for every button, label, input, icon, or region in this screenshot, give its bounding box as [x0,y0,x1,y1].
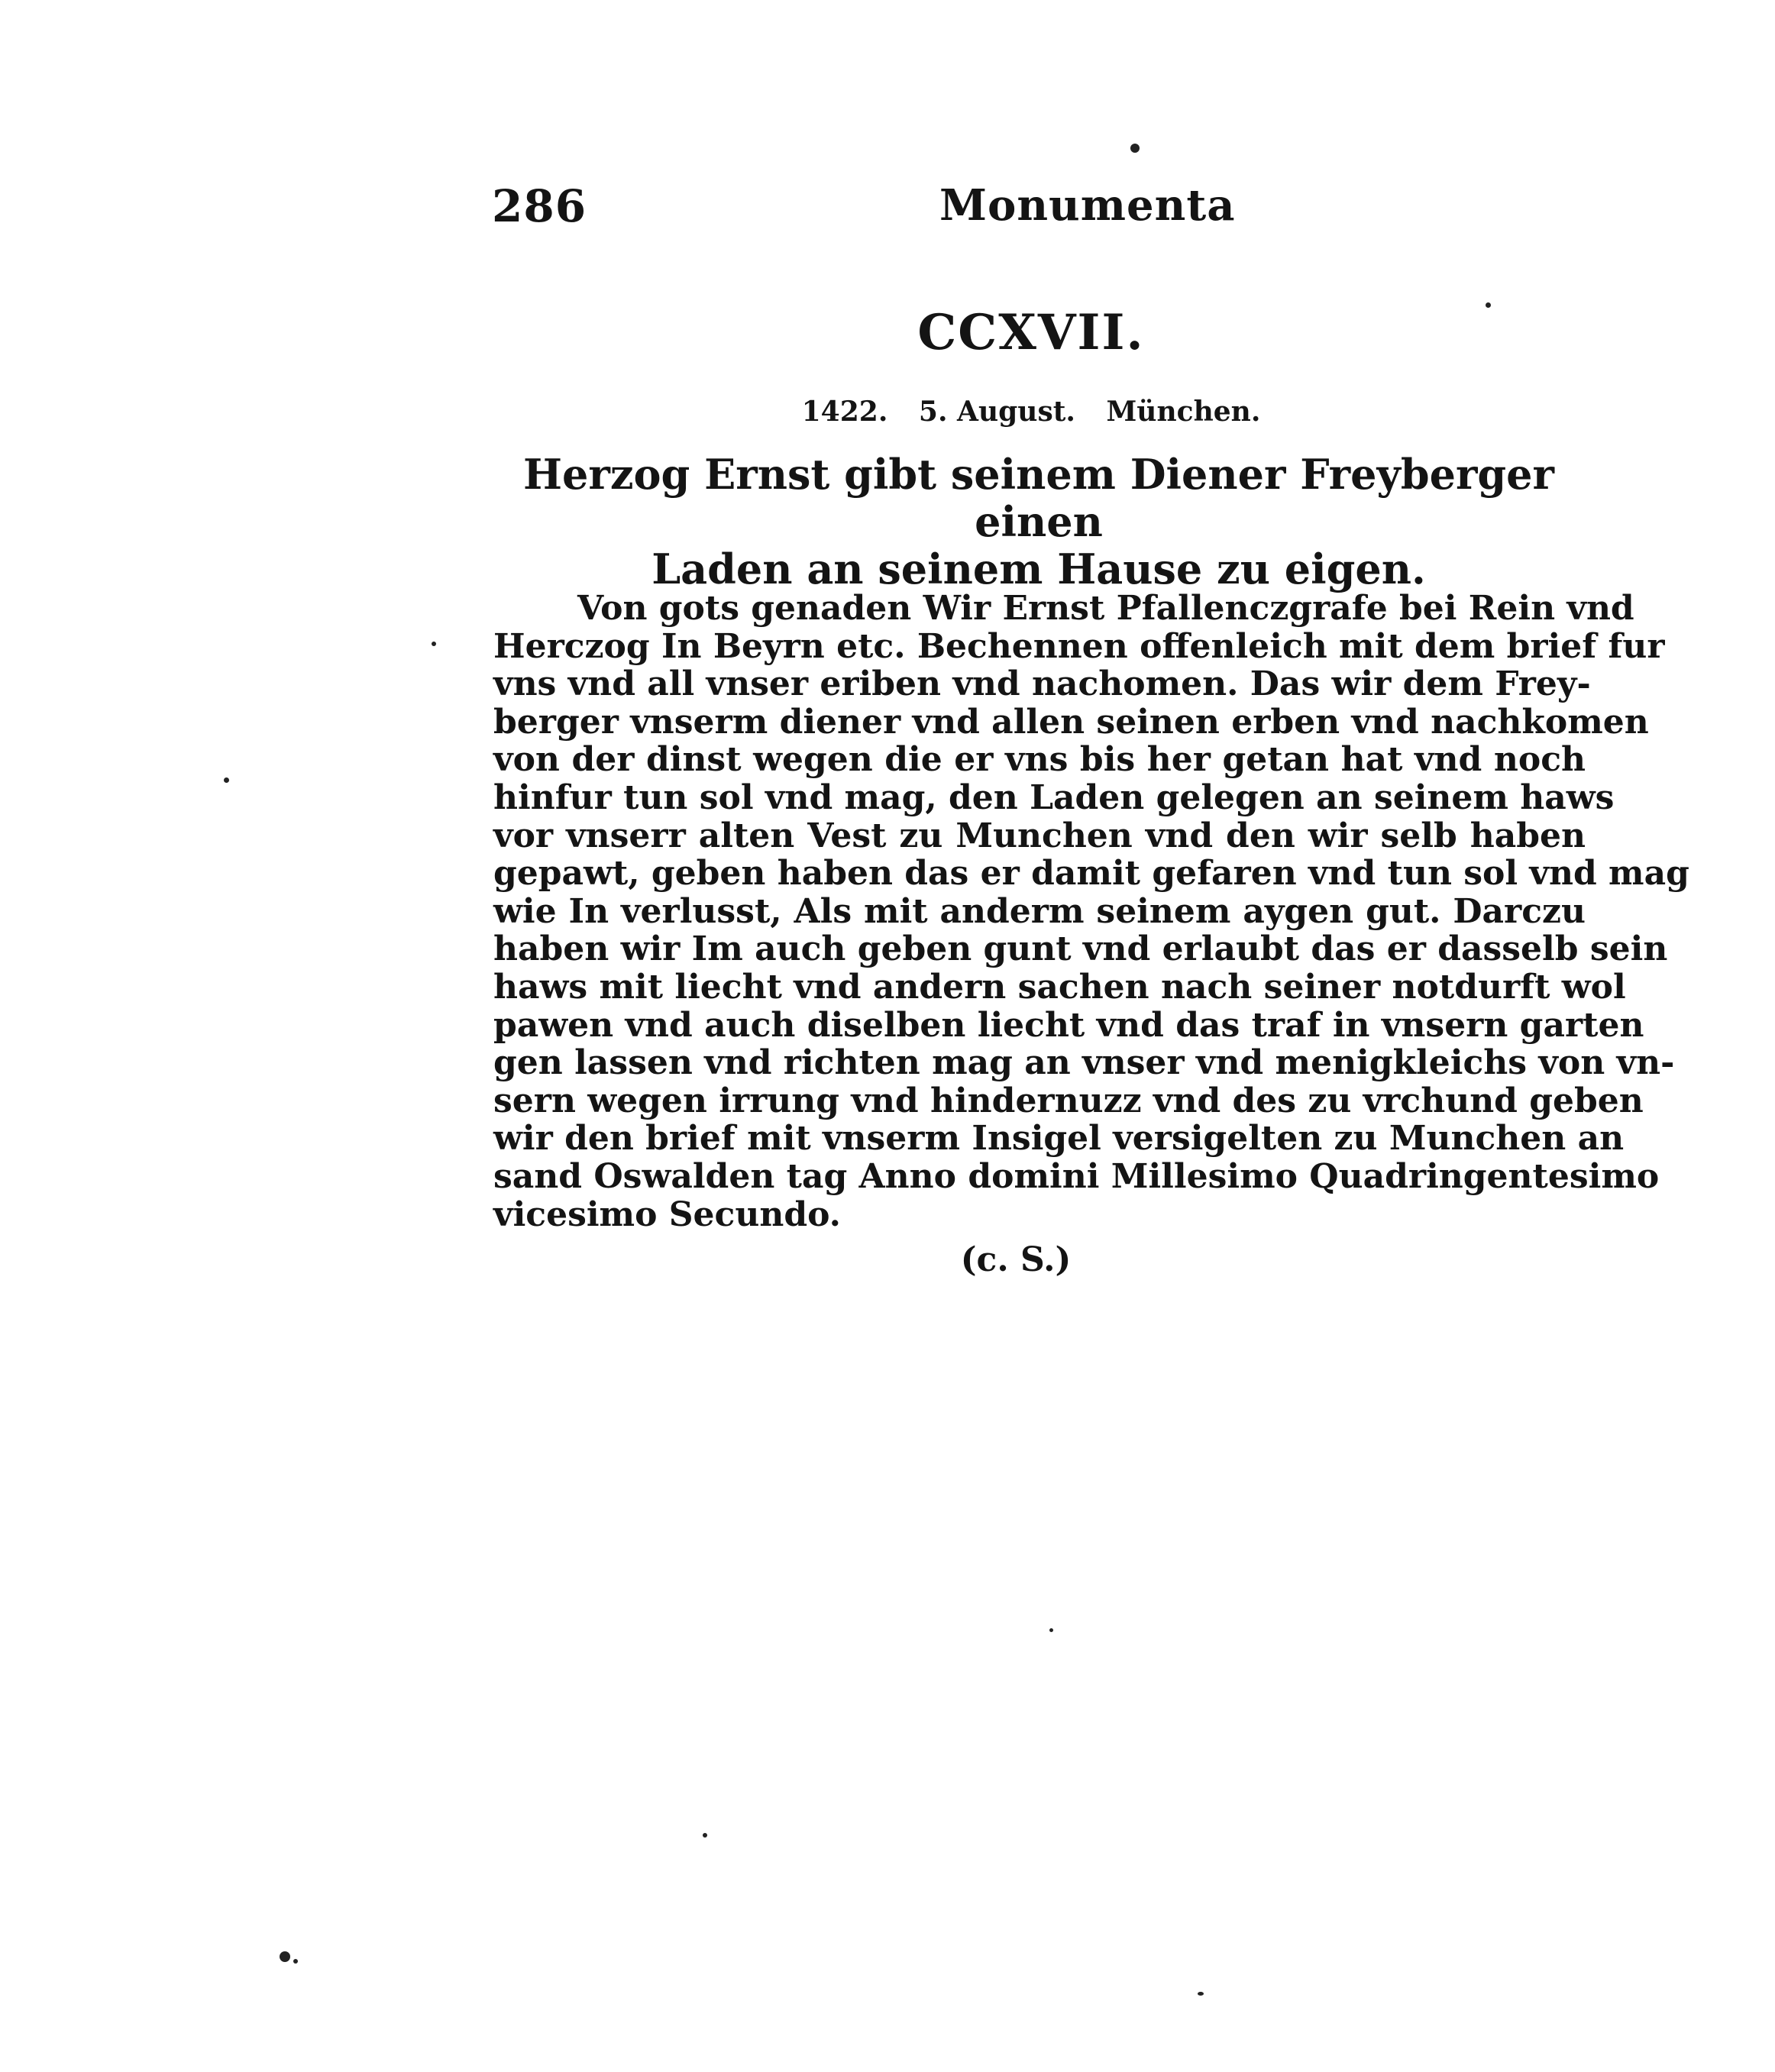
body-line: vicesimo Secundo. [493,1194,841,1234]
scan-speck [293,1959,298,1964]
scan-speck [1049,1628,1053,1632]
body-line: hinfur tun sol vnd mag, den Laden gelegen an seinem haws [493,777,1615,817]
body-line: Von gots genaden Wir Ernst Pfallenczgrafe bei Rein vnd [577,589,1634,628]
body-line: wir den brief mit vnserm Insigel versigelten zu Munchen an [493,1119,1625,1159]
document-headline [489,451,1589,593]
date-place: München. [1106,396,1261,428]
date-day: 5. August. [918,396,1075,428]
scan-speck [1486,302,1491,308]
body-line: berger vnserm diener vnd allen seinen erben vnd nachkomen [493,702,1649,742]
scan-speck [1198,1992,1204,1996]
scan-speck [432,642,436,646]
scan-speck [280,1951,290,1962]
body-line: haben wir Im auch geben gunt vnd erlaubt das er dasselb sein [493,929,1668,969]
scan-speck [703,1833,707,1838]
body-line: Herczog In Beyrn etc. Bechennen offenleich mit dem brief fur [493,626,1665,666]
document-number: CCXVII. [917,304,1145,361]
document-body [493,589,1689,1234]
seal-note: (c. S.) [960,1240,1072,1279]
body-line: vor vnserr alten Vest zu Munchen vnd den wir selb haben [493,816,1586,855]
headline-line: Laden an seinem Hause zu eigen. [651,545,1426,593]
running-title: Monumenta [939,180,1236,231]
body-line: gepawt, geben haben das er damit gefaren vnd tun sol vnd mag [493,854,1689,894]
headline-line: Herzog Ernst gibt seinem Diener Freyberger einen [523,450,1554,546]
body-line: sand Oswalden tag Anno domini Millesimo Quadringentesimo [493,1156,1660,1196]
body-line: von der dinst wegen die er vns bis her getan hat vnd noch [493,740,1586,780]
body-line: vns vnd all vnser eriben vnd nachomen. Das wir dem Frey- [493,664,1591,704]
running-head [489,180,1581,234]
body-line: haws mit liecht vnd andern sachen nach seiner notdurft wol [493,967,1626,1007]
body-line: pawen vnd auch diselben liecht vnd das traf in vnsern garten [493,1005,1644,1045]
dateline [687,396,1375,428]
page-number: 286 [492,180,587,232]
date-year: 1422. [801,396,888,428]
scan-speck [1130,144,1140,153]
body-line: gen lassen vnd richten mag an vnser vnd menigkleichs von vn- [493,1043,1675,1083]
scan-speck [224,777,229,783]
body-line: wie In verlusst, Als mit anderm seinem aygen gut. Darczu [493,891,1586,931]
body-line: sern wegen irrung vnd hindernuzz vnd des zu vrchund geben [493,1081,1644,1120]
